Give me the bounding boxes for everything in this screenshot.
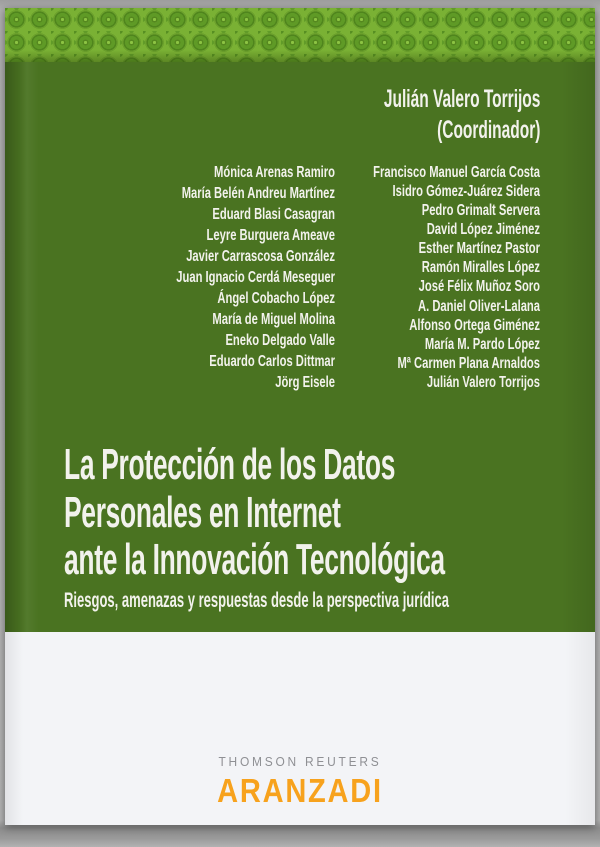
ornamental-pattern-band <box>5 8 595 62</box>
contributor-name: Eduardo Carlos Dittmar <box>209 353 335 370</box>
contributor-name: María de Miguel Molina <box>212 311 335 328</box>
contributor-name: A. Daniel Oliver-Lalana <box>418 297 540 315</box>
contributor-name: María M. Pardo López <box>424 335 540 353</box>
contributor-name: Mª Carmen Plana Arnaldos <box>397 354 540 372</box>
contributor-name: María Belén Andreu Martínez <box>181 185 335 202</box>
book-subtitle: Riesgos, amenazas y respuestas desde la perspectiva jurídica <box>64 589 450 612</box>
contributor-name: Leyre Burguera Ameave <box>206 227 335 244</box>
contributor-name: Jörg Eisele <box>275 374 335 391</box>
contributor-name: Pedro Grimalt Servera <box>421 202 540 220</box>
publisher-logo <box>5 754 595 810</box>
contributor-name: Juan Ignacio Cerdá Meseguer <box>176 269 335 286</box>
contributor-name: José Félix Muñoz Soro <box>418 278 540 296</box>
book-title-line: ante la Innovación Tecnológica <box>64 535 445 584</box>
contributor-name: Alfonso Ortega Giménez <box>409 316 540 334</box>
book-title-line: La Protección de los Datos <box>64 440 396 489</box>
contributor-name: Ramón Miralles López <box>421 259 540 277</box>
coordinator-role: (Coordinador) <box>436 116 540 144</box>
contributors-block <box>5 164 595 392</box>
contributor-name: Esther Martínez Pastor <box>418 240 540 258</box>
book-title <box>64 441 445 584</box>
coordinator-name: Julián Valero Torrijos <box>383 85 540 113</box>
contributor-name: Eneko Delgado Valle <box>225 332 335 349</box>
contributor-name: Mónica Arenas Ramiro <box>214 164 335 181</box>
book-cover <box>5 8 595 825</box>
book-title-line: Personales en Internet <box>64 487 341 537</box>
publisher-group-name: THOMSON REUTERS <box>218 754 382 769</box>
contributor-name: Julián Valero Torrijos <box>426 373 540 391</box>
contributor-name: Eduard Blasi Casagran <box>212 206 335 223</box>
contributor-name: Javier Carrascosa González <box>186 248 335 265</box>
contributor-name: Francisco Manuel García Costa <box>373 164 540 181</box>
contributor-name: Ángel Cobacho López <box>217 290 335 307</box>
coordinator-block <box>384 84 540 146</box>
publisher-imprint-name: ARANZADI <box>217 772 383 809</box>
contributor-name: David López Jiménez <box>426 221 540 239</box>
contributor-name: Isidro Gómez-Juárez Sidera <box>392 183 540 201</box>
contributors-right-column <box>246 164 540 392</box>
